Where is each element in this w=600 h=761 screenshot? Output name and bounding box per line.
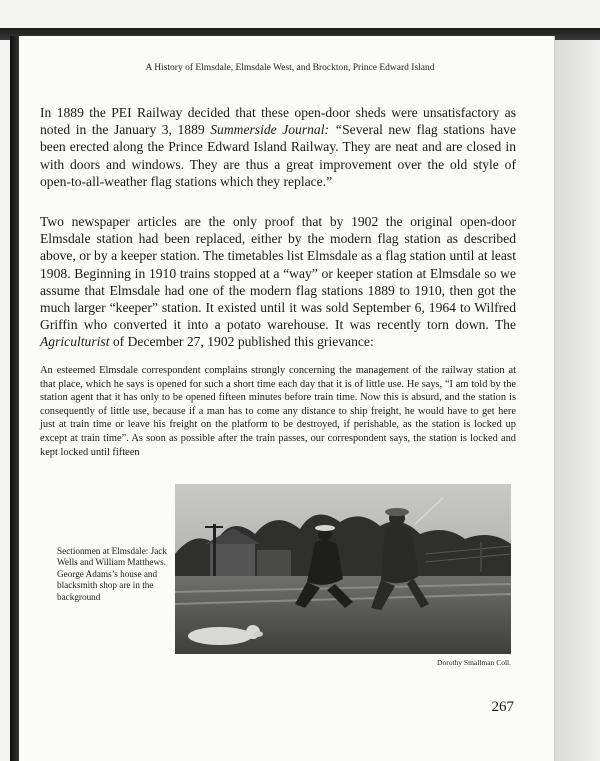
historical-photo — [175, 484, 511, 654]
paragraph-2: Two newspaper articles are the only proof that by 1902 the original open-door Elmsdale station had been replaced, either by the modern flag station as described above, or by a keeper station. The timetables list Elmsdale as a flag station until at least 1908. Beginning in 1910 trains stopped at a “way” or keeper station at Elmsdale so we assume that Elmsdale had one of the modern flag stations 1889 to 1910, then got the much larger “keeper” station. It existed until it was sold September 6, 1964 to Wilfred Griffin who converted it into a potato warehouse. It was recently torn down. The Agriculturist of December 27, 1902 published this grievance: — [40, 214, 516, 350]
photo-credit: Dorothy Smallman Coll. — [437, 658, 511, 667]
running-head: A History of Elmsdale, Elmsdale West, and Brockton, Prince Edward Island — [145, 63, 435, 73]
newspaper-title: Agriculturist — [40, 334, 110, 350]
newspaper-excerpt: An esteemed Elmsdale correspondent complains strongly concerning the management of the railway station at that place, which he says is opened for such a short time each day that it is of little use. He says, “I am told by the station agent that it has only to be opened fifteen minutes before train time. Now this is absurd, and the station is consequently of little use, because if a man has to come any distance to ship freight, he would have to get here just at train time or leave his freight on the platform to be destroyed, if perishable, as the station is locked up except at train time”. As soon as possible after the train passes, our correspondent says, the station is locked and kept locked until fifteen — [40, 365, 516, 458]
facing-page-edge — [554, 40, 600, 761]
photo-illustration — [175, 484, 511, 654]
paragraph-1: In 1889 the PEI Railway decided that these open-door sheds were unsatisfactory as noted in the January 3, 1889 Summerside Journal: “Several new flag stations have been erected along the Prince Edward Island Railway. They are neat and are closed in with doors and windows. They are thus a great improvement over the old style of open-to-all-weather flag stations which they replace.” — [40, 105, 516, 189]
book-binding — [10, 36, 19, 761]
newspaper-title: Summerside Journal: “ — [210, 122, 343, 138]
page-number: 267 — [491, 699, 514, 715]
photo-caption: Sectionmen at Elmsdale: Jack Wells and William Matthews. George Adams’s house and blacksmith shop are in the background — [57, 546, 167, 602]
